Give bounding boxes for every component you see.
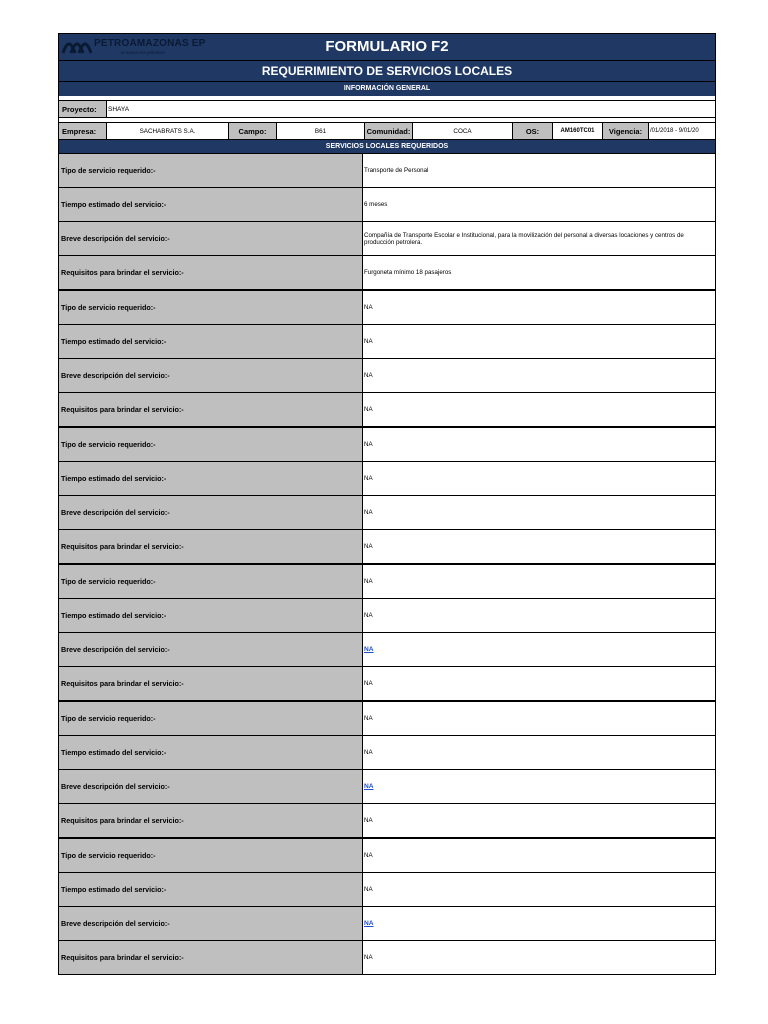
services-list [59, 153, 715, 974]
service-label-descripcion: Breve descripción del servicio:- [59, 359, 363, 392]
form-subtitle: REQUERIMIENTO DE SERVICIOS LOCALES [59, 61, 715, 82]
service-value-descripcion-link[interactable]: NA [364, 783, 374, 790]
empresa-row [59, 122, 715, 139]
service-row-descripcion [59, 906, 715, 940]
service-value-tipo: NA [364, 715, 373, 722]
service-label-descripcion: Breve descripción del servicio:- [59, 770, 363, 803]
service-label-requisitos: Requisitos para brindar el servicio:- [59, 667, 363, 700]
service-label-tiempo: Tiempo estimado del servicio:- [59, 188, 363, 221]
service-value-requisitos: NA [364, 817, 373, 824]
service-value-tipo: NA [364, 304, 373, 311]
service-value-requisitos: Furgoneta mínimo 18 pasajeros [364, 269, 452, 276]
vigencia-label: Vigencia: [603, 123, 649, 139]
campo-label: Campo: [229, 123, 277, 139]
service-row-tiempo [59, 324, 715, 358]
service-label-tiempo: Tiempo estimado del servicio:- [59, 873, 363, 906]
os-label: OS: [513, 123, 553, 139]
service-label-tiempo: Tiempo estimado del servicio:- [59, 462, 363, 495]
service-label-tiempo: Tiempo estimado del servicio:- [59, 736, 363, 769]
vigencia-value: /01/2018 - 9/01/20 [650, 128, 699, 134]
service-value-tipo: NA [364, 441, 373, 448]
service-group [59, 153, 715, 289]
service-row-tipo [59, 154, 715, 187]
service-label-tipo: Tipo de servicio requerido:- [59, 702, 363, 735]
service-row-tiempo [59, 598, 715, 632]
proyecto-label: Proyecto: [59, 101, 107, 117]
form-header [59, 34, 715, 96]
service-value-requisitos: NA [364, 406, 373, 413]
service-row-tipo [59, 291, 715, 324]
service-value-descripcion: NA [364, 509, 373, 516]
service-value-requisitos: NA [364, 680, 373, 687]
service-value-tiempo: NA [364, 612, 373, 619]
service-label-descripcion: Breve descripción del servicio:- [59, 222, 363, 255]
service-value-tiempo: 6 meses [364, 201, 388, 208]
service-label-tiempo: Tiempo estimado del servicio:- [59, 599, 363, 632]
service-label-tipo: Tipo de servicio requerido:- [59, 291, 363, 324]
service-value-tipo: NA [364, 852, 373, 859]
service-row-requisitos [59, 255, 715, 289]
form-sheet [58, 33, 716, 975]
service-row-descripcion [59, 221, 715, 255]
service-value-tiempo: NA [364, 749, 373, 756]
campo-value: B61 [277, 123, 365, 139]
service-group [59, 563, 715, 700]
service-row-tipo [59, 702, 715, 735]
service-group [59, 426, 715, 563]
service-label-tipo: Tipo de servicio requerido:- [59, 565, 363, 598]
service-value-descripcion: NA [364, 372, 373, 379]
service-value-tiempo: NA [364, 338, 373, 345]
os-value: AM160TC01 [553, 123, 603, 139]
logo-slogan: la nueva era petrolera [121, 50, 165, 55]
service-label-tiempo: Tiempo estimado del servicio:- [59, 325, 363, 358]
section-general-title: INFORMACIÓN GENERAL [343, 85, 431, 92]
service-row-descripcion [59, 769, 715, 803]
service-row-descripcion [59, 632, 715, 666]
service-group [59, 289, 715, 426]
service-label-tipo: Tipo de servicio requerido:- [59, 428, 363, 461]
service-label-requisitos: Requisitos para brindar el servicio:- [59, 256, 363, 289]
service-row-tiempo [59, 735, 715, 769]
service-row-descripcion [59, 358, 715, 392]
service-value-descripcion: Compañía de Transporte Escolar e Institucional, para la movilización del personal a diversas locaciones y centros de producción petrolera. [364, 231, 684, 246]
service-row-tiempo [59, 872, 715, 906]
comunidad-value: COCA [413, 123, 513, 139]
service-value-tiempo: NA [364, 886, 373, 893]
service-row-descripcion [59, 495, 715, 529]
service-row-tiempo [59, 461, 715, 495]
proyecto-row [59, 100, 715, 117]
service-value-descripcion-link[interactable]: NA [364, 646, 374, 653]
service-row-tipo [59, 428, 715, 461]
service-row-tipo [59, 565, 715, 598]
service-label-requisitos: Requisitos para brindar el servicio:- [59, 941, 363, 974]
service-row-requisitos [59, 666, 715, 700]
service-label-descripcion: Breve descripción del servicio:- [59, 907, 363, 940]
service-label-requisitos: Requisitos para brindar el servicio:- [59, 393, 363, 426]
service-row-requisitos [59, 529, 715, 563]
service-row-requisitos [59, 940, 715, 974]
service-value-tipo: Transporte de Personal [364, 167, 429, 174]
empresa-value: SACHABRATS S.A. [107, 123, 229, 139]
form-title: FORMULARIO F2 [325, 38, 449, 55]
service-label-descripcion: Breve descripción del servicio:- [59, 496, 363, 529]
service-row-tiempo [59, 187, 715, 221]
service-label-tipo: Tipo de servicio requerido:- [59, 154, 363, 187]
service-group [59, 700, 715, 837]
section-services-title: SERVICIOS LOCALES REQUERIDOS [59, 139, 715, 153]
service-group [59, 837, 715, 974]
service-value-requisitos: NA [364, 954, 373, 961]
proyecto-value: SHAYA [108, 105, 130, 113]
service-label-descripcion: Breve descripción del servicio:- [59, 633, 363, 666]
service-value-tiempo: NA [364, 475, 373, 482]
service-row-requisitos [59, 803, 715, 837]
service-label-requisitos: Requisitos para brindar el servicio:- [59, 804, 363, 837]
service-value-descripcion-link[interactable]: NA [364, 920, 374, 927]
service-label-requisitos: Requisitos para brindar el servicio:- [59, 530, 363, 563]
comunidad-label: Comunidad: [365, 123, 413, 139]
title-row [59, 34, 715, 61]
service-row-tipo [59, 839, 715, 872]
service-row-requisitos [59, 392, 715, 426]
logo-company-name: PETROAMAZONAS EP [94, 38, 206, 49]
service-label-tipo: Tipo de servicio requerido:- [59, 839, 363, 872]
service-value-requisitos: NA [364, 543, 373, 550]
service-value-tipo: NA [364, 578, 373, 585]
empresa-label: Empresa: [59, 123, 107, 139]
